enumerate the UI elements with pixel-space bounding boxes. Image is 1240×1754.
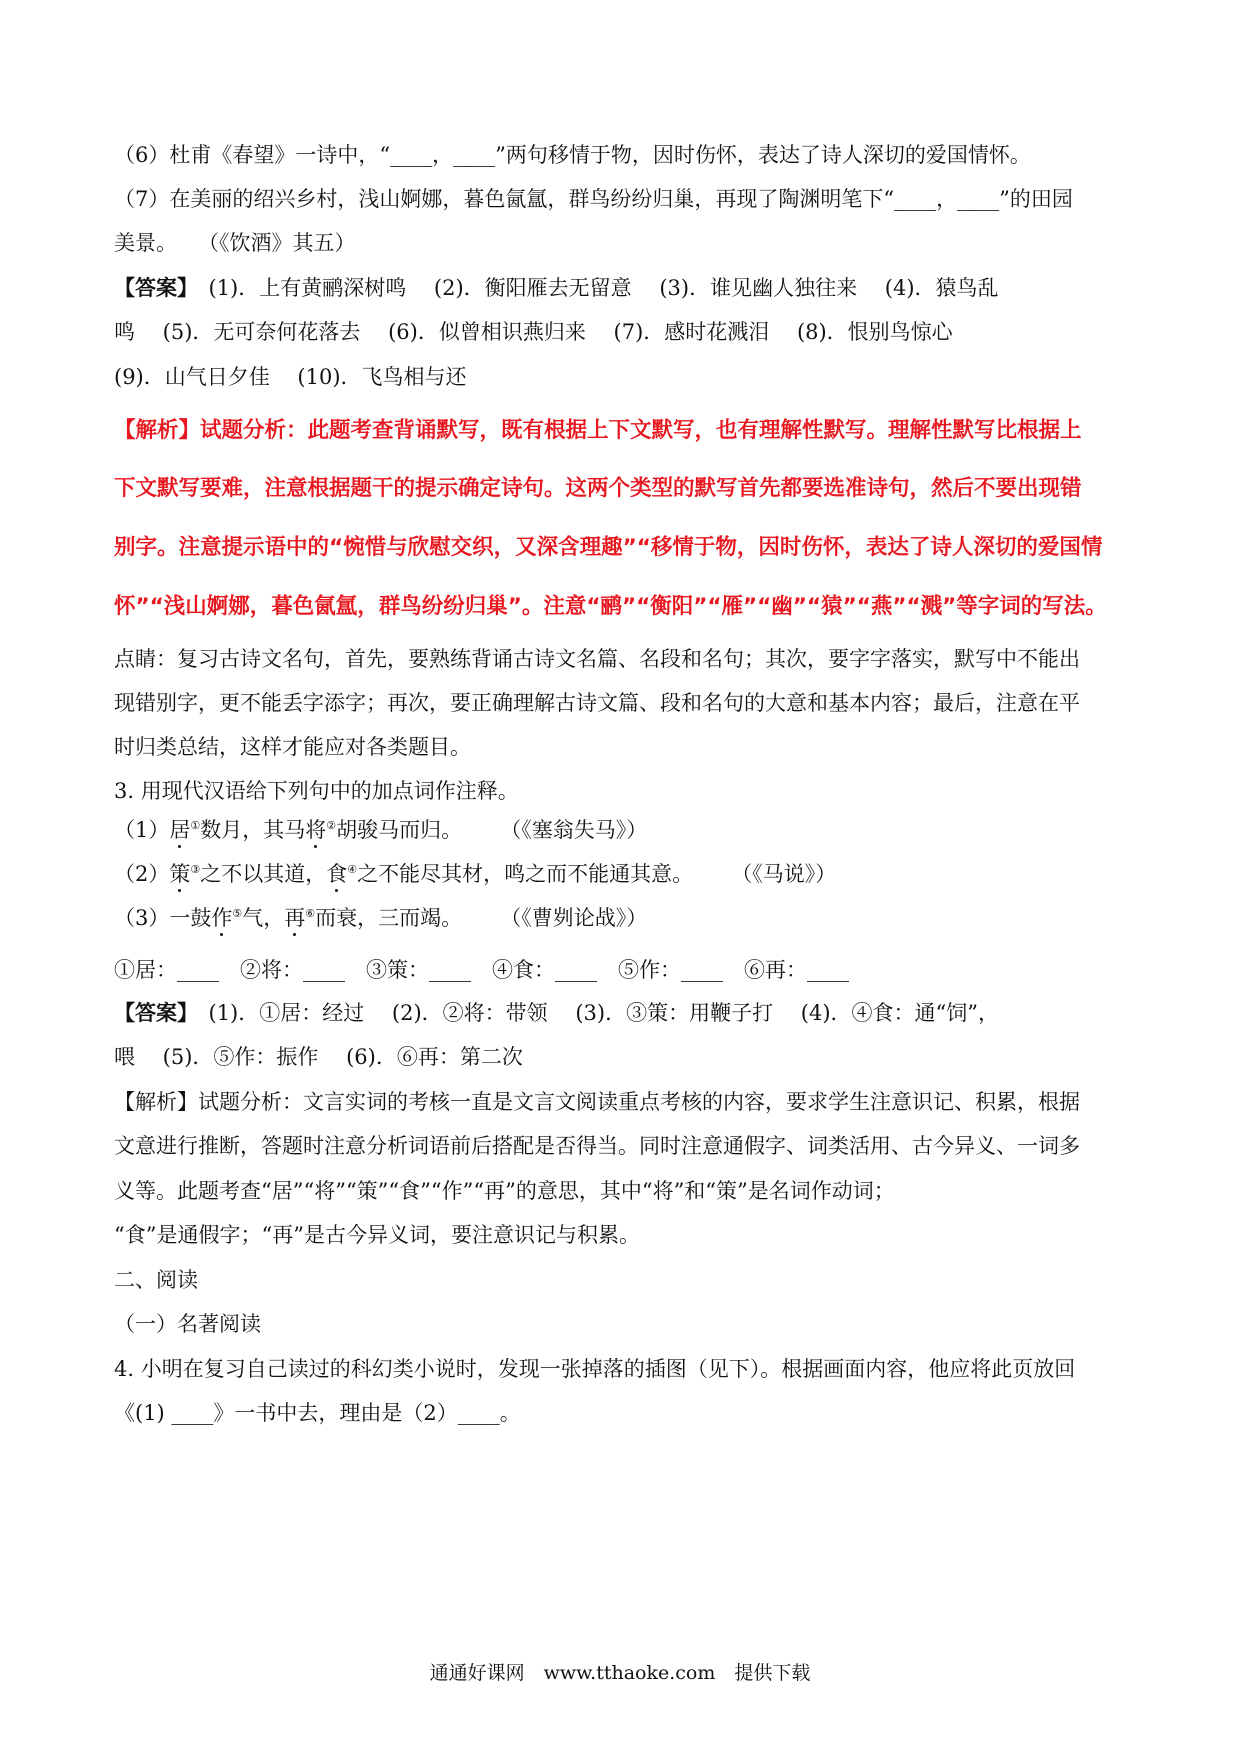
- answer-2-line-2: 喂 (5)．⑤作：振作 (6)．⑥再：第二次: [114, 1045, 523, 1069]
- dotted-word: 食: [326, 862, 348, 886]
- question-4-cont: 《(1) ____》一书中去，理由是（2）____。: [114, 1401, 521, 1425]
- answer-tag: 【答案】: [114, 275, 188, 300]
- sentence-middle: 气，: [242, 906, 285, 930]
- analysis-4: “食”是通假字；“再”是古今异义词，要注意识记与积累。: [114, 1223, 640, 1247]
- analysis-red-2: 下文默写要难，注意根据题干的提示确定诗句。这两个类型的默写首先都要选准诗句，然后不要出现错: [114, 476, 1082, 501]
- analysis-3: 义等。此题考查“居”“将”“策”“食”“作”“再”的意思，其中“将”和“策”是名词作动词；: [114, 1179, 895, 1203]
- sentence-rest: 而衰，三而竭。 （《曹刿论战》）: [315, 906, 648, 930]
- answer-text: (1)．上有黄鹂深树鸣 (2)．衡阳雁去无留意 (3)．谁见幽人独往来 (4)．猿鸟乱: [187, 276, 999, 300]
- sentence-prefix: （3）一鼓: [114, 906, 212, 930]
- fill-blanks: ①居：____ ②将：____ ③策：____ ④食：____ ⑤作：____ ⑥再：____: [114, 958, 849, 982]
- question-3-1: [114, 815, 1134, 845]
- answer-1-line-2: 鸣 (5)．无可奈何花落去 (6)．似曾相识燕归来 (7)．感时花溅泪 (8)．恨别鸟惊心: [114, 320, 953, 344]
- analysis-red-3: 别字。注意提示语中的“惋惜与欣慰交织，又深含理趣”“移情于物，因时伤怀，表达了诗人深切的爱国情: [114, 535, 1103, 560]
- answer-block-2: [114, 998, 1134, 1028]
- sentence-middle: 数月，其马: [200, 818, 306, 842]
- sentence-rest: 胡骏马而归。 （《塞翁失马》）: [336, 818, 648, 842]
- question-7-cont: 美景。 （《饮酒》其五）: [114, 231, 356, 255]
- question-4: 4. 小明在复习自己读过的科幻类小说时，发现一张掉落的插图（见下）。根据画面内容，他应将此页放回: [114, 1357, 1076, 1381]
- question-7: （7）在美丽的绍兴乡村，浅山婀娜，暮色氤氲，群鸟纷纷归巢，再现了陶渊明笔下“____，____”的田园: [114, 187, 1073, 211]
- marker: ②: [326, 819, 337, 832]
- analysis-red-4: 怀”“浅山婀娜，暮色氤氲，群鸟纷纷归巢”。注意“鹂”“衡阳”“雁”“幽”“猿”“燕”“溅”等字词的写法。: [114, 594, 1107, 619]
- dotted-word: 将: [305, 818, 327, 842]
- analysis-2: 文意进行推断，答题时注意分析词语前后搭配是否得当。同时注意通假字、词类活用、古今异义、一词多: [114, 1134, 1080, 1158]
- question-3-2: [114, 859, 1134, 889]
- answer-block-1: [114, 273, 1134, 303]
- dotted-word: 再: [284, 906, 306, 930]
- question-3: 3. 用现代汉语给下列句中的加点词作注释。: [114, 779, 519, 803]
- section-heading: 二、阅读: [114, 1268, 198, 1292]
- dianjing-1: 点睛：复习古诗文名句，首先，要熟练背诵古诗文名篇、名段和名句；其次，要字字落实，默写中不能出: [114, 647, 1080, 671]
- question-3-3: [114, 903, 1134, 933]
- answer-text: (1)．①居：经过 (2)．②将：带领 (3)．③策：用鞭子打 (4)．④食：通“饲”，: [187, 1001, 999, 1025]
- question-6: （6）杜甫《春望》一诗中，“____，____”两句移情于物，因时伤怀，表达了诗人深切的爱国情怀。: [114, 143, 1031, 167]
- dotted-word: 策: [169, 862, 191, 886]
- sentence-prefix: （1）: [114, 818, 170, 842]
- marker: ④: [347, 863, 358, 876]
- dotted-word: 居: [169, 818, 191, 842]
- marker: ③: [190, 863, 201, 876]
- answer-1-line-3: (9)．山气日夕佳 (10)．飞鸟相与还: [114, 365, 467, 389]
- marker: ①: [190, 819, 201, 832]
- subsection-heading: （一）名著阅读: [114, 1312, 261, 1336]
- answer-tag: 【答案】: [114, 1000, 188, 1025]
- marker: ⑤: [232, 907, 243, 920]
- marker: ⑥: [305, 907, 316, 920]
- sentence-rest: 之不能尽其材，鸣之而不能通其意。 （《马说》）: [357, 862, 837, 886]
- sentence-prefix: （2）: [114, 862, 170, 886]
- analysis-1: 【解析】试题分析：文言实词的考核一直是文言文阅读重点考核的内容，要求学生注意识记、积累，根据: [114, 1090, 1080, 1114]
- analysis-red-1: 【解析】试题分析：此题考查背诵默写，既有根据上下文默写，也有理解性默写。理解性默写比根据上: [114, 418, 1082, 443]
- sentence-middle: 之不以其道，: [200, 862, 327, 886]
- dianjing-3: 时归类总结，这样才能应对各类题目。: [114, 735, 471, 759]
- dotted-word: 作: [211, 906, 233, 930]
- page-footer: 通通好课网 www.tthaoke.com 提供下载: [429, 1662, 811, 1684]
- dianjing-2: 现错别字，更不能丢字添字；再次，要正确理解古诗文篇、段和名句的大意和基本内容；最后，注意在平: [114, 691, 1080, 715]
